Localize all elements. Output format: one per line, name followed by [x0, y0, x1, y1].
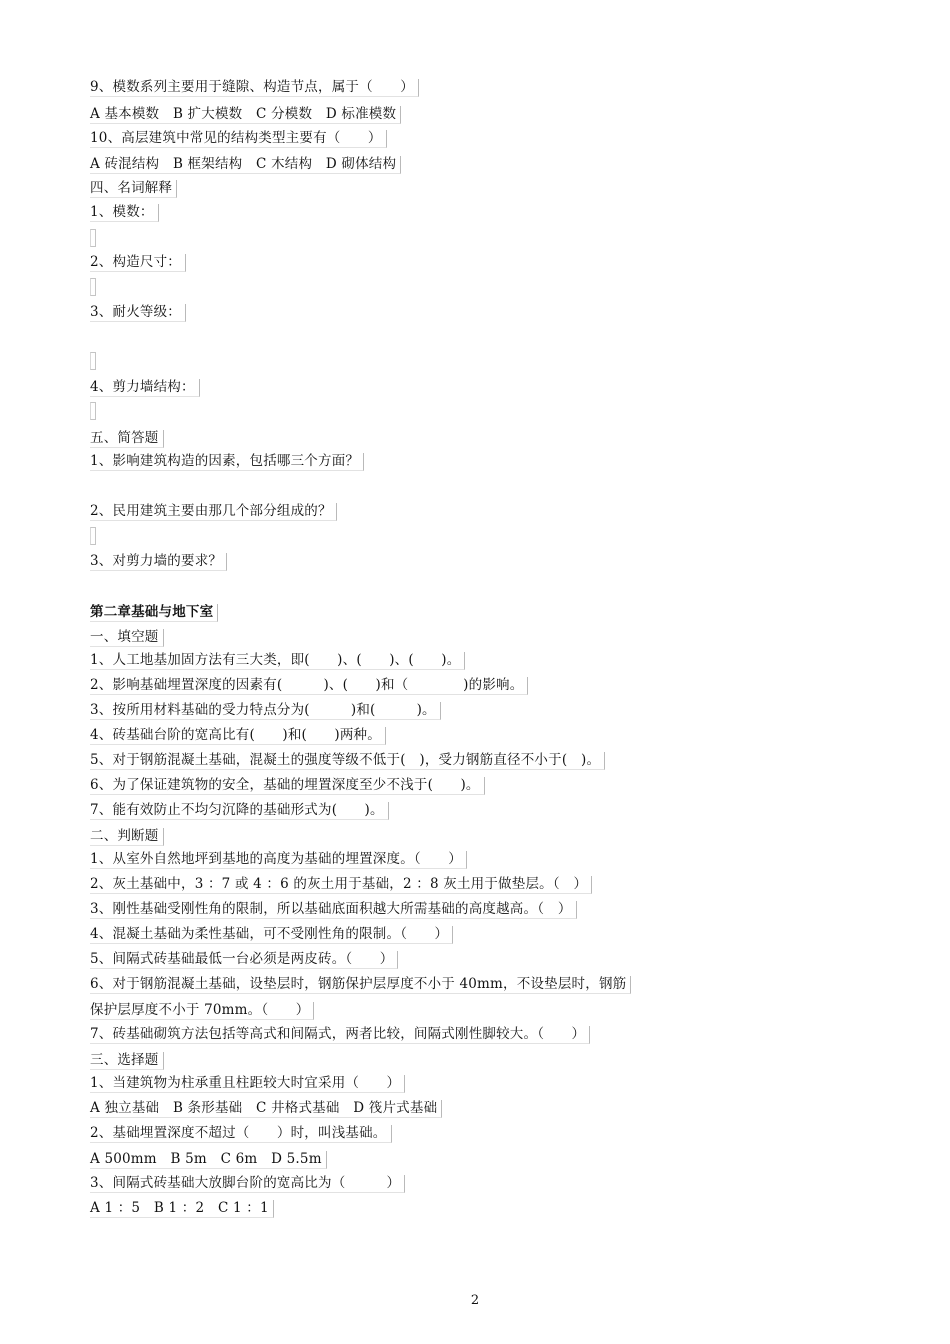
choice-2-options: A 500mm B 5m C 6m D 5.5m [90, 1151, 327, 1169]
true-false-1: 1、从室外自然地坪到基地的高度为基础的埋置深度。（ ） [90, 851, 467, 869]
choice-3: 3、间隔式砖基础大放脚台阶的宽高比为（ ） [90, 1175, 405, 1193]
term-3: 3、耐火等级： [90, 304, 186, 322]
true-false-5: 5、间隔式砖基础最低一台必须是两皮砖。（ ） [90, 951, 398, 969]
true-false-6-continued: 保护层厚度不小于 70mm。（ ） [90, 1002, 314, 1020]
choice-1-options: A 独立基础 B 条形基础 C 井格式基础 D 筏片式基础 [90, 1100, 442, 1118]
question-10: 10、高层建筑中常见的结构类型主要有（ ） [90, 130, 387, 148]
question-10-options: A 砖混结构 B 框架结构 C 木结构 D 砌体结构 [90, 156, 401, 174]
short-answer-3: 3、对剪力墙的要求？ [90, 553, 227, 571]
fill-blank-1: 1、人工地基加固方法有三大类，即( )、( )、( )。 [90, 652, 465, 670]
fill-blank-4: 4、砖基础台阶的宽高比有( )和( )两种。 [90, 727, 386, 745]
fill-blank-3: 3、按所用材料基础的受力特点分为( )和( )。 [90, 702, 441, 720]
chapter-title: 第二章基础与地下室 [90, 604, 218, 622]
fill-blank-7: 7、能有效防止不均匀沉降的基础形式为( )。 [90, 802, 389, 820]
term-1: 1、模数： [90, 204, 159, 222]
fill-blank-2: 2、影响基础埋置深度的因素有( )、( )和（ )的影响。 [90, 677, 528, 695]
answer-placeholder [90, 402, 96, 420]
page-number: 2 [470, 1293, 480, 1308]
short-answer-2: 2、民用建筑主要由那几个部分组成的？ [90, 503, 337, 521]
true-false-7: 7、砖基础砌筑方法包括等高式和间隔式，两者比较，间隔式刚性脚较大。（ ） [90, 1026, 590, 1044]
section-heading-terms: 四、名词解释 [90, 180, 177, 198]
answer-placeholder [90, 229, 96, 247]
true-false-3: 3、刚性基础受刚性角的限制，所以基础底面积越大所需基础的高度越高。（ ） [90, 901, 577, 919]
section-heading-choice: 三、选择题 [90, 1052, 164, 1070]
section-heading-short-answer: 五、简答题 [90, 430, 164, 448]
choice-1: 1、当建筑物为柱承重且柱距较大时宜采用（ ） [90, 1075, 405, 1093]
section-heading-true-false: 二、判断题 [90, 828, 164, 846]
answer-placeholder [90, 278, 96, 296]
answer-placeholder [90, 352, 96, 370]
section-heading-fill-blank: 一、填空题 [90, 629, 164, 647]
true-false-2: 2、灰土基础中，3 ：7 或 4 ：6 的灰土用于基础，2 ：8 灰土用于做垫层。（ ） [90, 876, 592, 894]
question-9-options: A 基本模数 B 扩大模数 C 分模数 D 标准模数 [90, 106, 401, 124]
answer-placeholder [90, 527, 96, 545]
choice-3-options: A 1 ：5 B 1 ：2 C 1 ：1 [90, 1200, 274, 1218]
choice-2: 2、基础埋置深度不超过（ ）时，叫浅基础。 [90, 1125, 392, 1143]
true-false-4: 4、混凝土基础为柔性基础，可不受刚性角的限制。（ ） [90, 926, 453, 944]
question-9: 9、模数系列主要用于缝隙、构造节点，属于（ ） [90, 79, 419, 97]
true-false-6: 6、对于钢筋混凝土基础，设垫层时，钢筋保护层厚度不小于 40mm，不设垫层时，钢筋 [90, 976, 631, 994]
short-answer-1: 1、影响建筑构造的因素，包括哪三个方面？ [90, 453, 364, 471]
term-2: 2、构造尺寸： [90, 254, 186, 272]
fill-blank-5: 5、对于钢筋混凝土基础，混凝土的强度等级不低于( )，受力钢筋直径不小于( )。 [90, 752, 605, 770]
fill-blank-6: 6、为了保证建筑物的安全，基础的埋置深度至少不浅于( )。 [90, 777, 485, 795]
term-4: 4、剪力墙结构： [90, 379, 200, 397]
